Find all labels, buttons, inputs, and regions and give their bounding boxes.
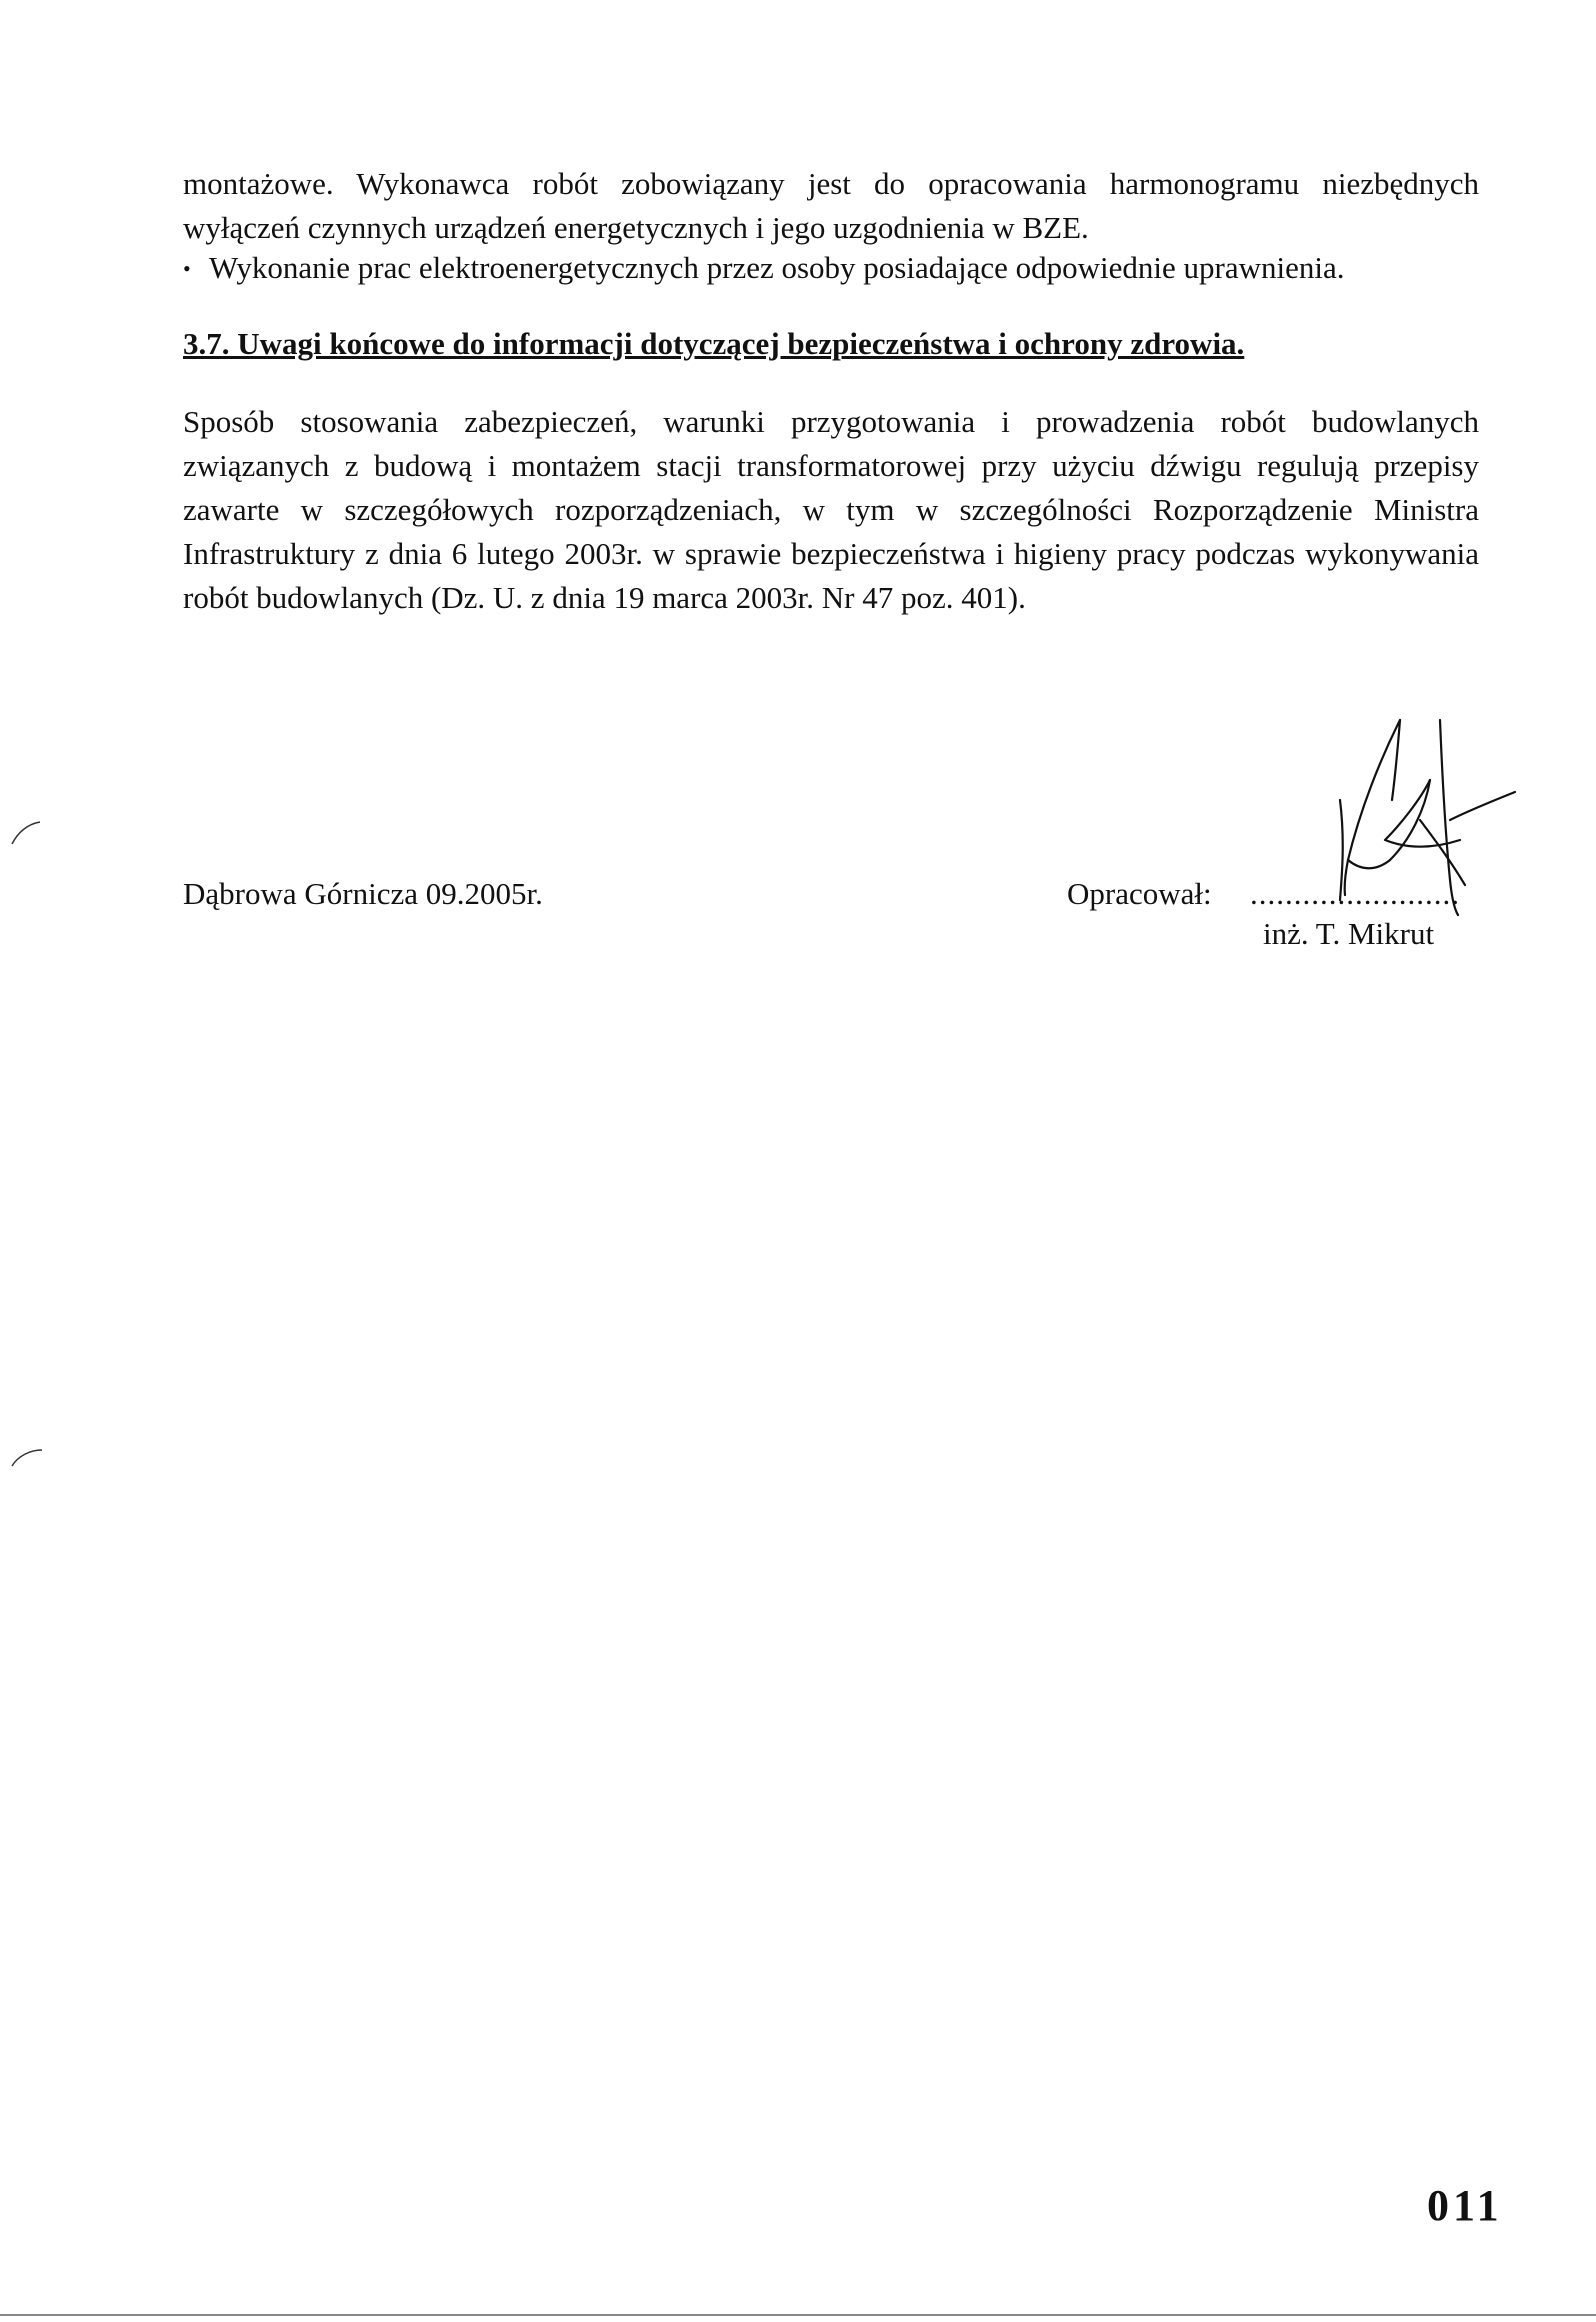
pencil-tick-mark-icon xyxy=(8,1440,48,1470)
author-name: inż. T. Mikrut xyxy=(1263,916,1435,951)
bullet-text: Wykonanie prac elektroenergetycznych przez osoby posiadające odpowiednie uprawnienia. xyxy=(209,250,1345,285)
prepared-by-label: Opracował: xyxy=(1067,876,1212,911)
bullet-icon: • xyxy=(183,256,191,281)
continuation-paragraph: montażowe. Wykonawca robót zobowiązany jest do opracowania harmonogramu niezbędnych wyłączeń czynnych urządzeń energetycznych i jego uzgodnienia w BZE. xyxy=(183,166,1479,245)
place-date: Dąbrowa Górnicza 09.2005r. xyxy=(183,876,543,911)
signature-icon xyxy=(1300,700,1520,940)
page-bottom-edge xyxy=(0,2314,1596,2316)
page-number: 011 xyxy=(1427,2181,1503,2230)
section-heading: 3.7. Uwagi końcowe do informacji dotyczącej bezpieczeństwa i ochrony zdrowia. xyxy=(183,326,1245,361)
body-paragraph: Sposób stosowania zabezpieczeń, warunki przygotowania i prowadzenia robót budowlanych związanych z budową i montażem stacji transformatorowej przy użyciu dźwigu regulują przepisy zawarte w szczegółowych rozporządzeniach, w tym w szczególności Rozporządzenie Ministra Infrastruktury z dnia 6 lutego 2003r. w sprawie bezpieczeństwa i higieny pracy podczas wykonywania robót budowlanych (Dz. U. z dnia 19 marca 2003r. Nr 47 poz. 401). xyxy=(183,404,1479,615)
signature-line: ........................ xyxy=(1250,876,1460,911)
pencil-tick-mark-icon xyxy=(8,818,48,848)
bullet-item xyxy=(183,246,1479,291)
